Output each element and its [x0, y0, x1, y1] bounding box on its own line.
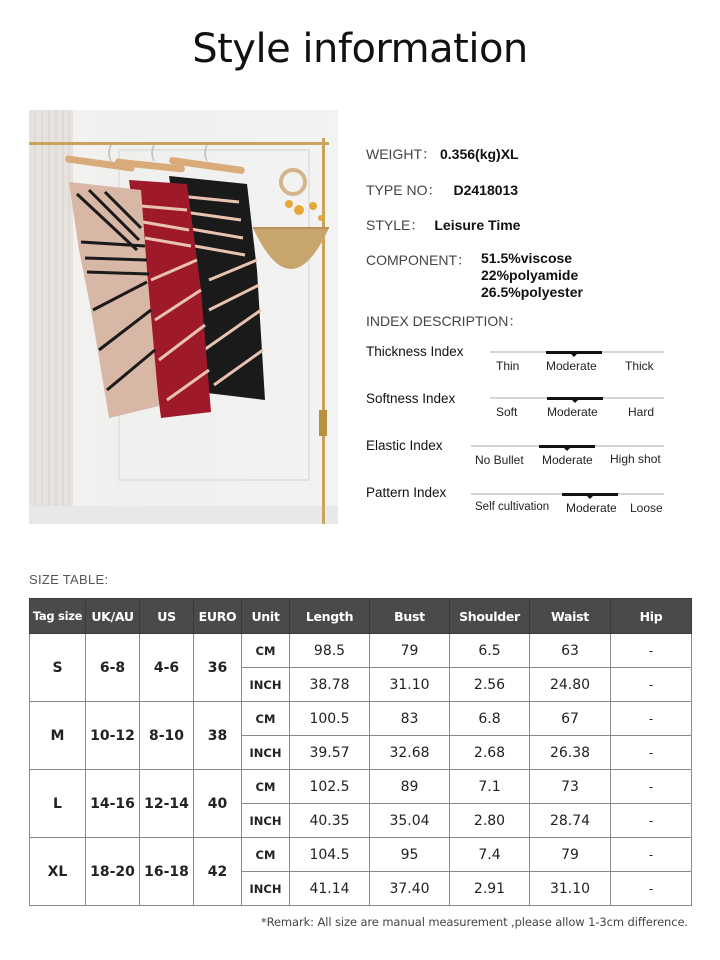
elastic-tick-mid: Moderate: [542, 453, 593, 467]
euro-cell: 36: [194, 634, 242, 702]
waist-cell: 63: [530, 634, 611, 668]
style-row: [366, 215, 520, 235]
shoulder-cell: 2.56: [450, 668, 530, 702]
waist-cell: 79: [530, 838, 611, 872]
table-row: [30, 838, 692, 872]
thickness-index-label: Thickness Index: [366, 344, 464, 359]
tag-size-cell: M: [30, 702, 86, 770]
weight-value: 0.356(kg)XL: [440, 146, 519, 162]
header-uk-au: UK/AU: [86, 599, 140, 634]
uk-au-cell: 14-16: [86, 770, 140, 838]
hip-cell: -: [611, 804, 692, 838]
type-no-row: [366, 180, 518, 200]
size-table: [29, 598, 692, 906]
euro-cell: 42: [194, 838, 242, 906]
shoulder-cell: 6.8: [450, 702, 530, 736]
bust-cell: 35.04: [370, 804, 450, 838]
header-waist: Waist: [530, 599, 611, 634]
waist-cell: 31.10: [530, 872, 611, 906]
header-bust: Bust: [370, 599, 450, 634]
tag-size-cell: S: [30, 634, 86, 702]
unit-cell: INCH: [242, 736, 290, 770]
length-cell: 40.35: [290, 804, 370, 838]
component-label: COMPONENT：: [366, 252, 471, 268]
shoulder-cell: 2.80: [450, 804, 530, 838]
component-value: 51.5%viscose: [481, 250, 573, 266]
softness-index-track: [490, 397, 664, 399]
unit-cell: INCH: [242, 872, 290, 906]
bust-cell: 89: [370, 770, 450, 804]
softness-index-label: Softness Index: [366, 391, 456, 406]
waist-cell: 24.80: [530, 668, 611, 702]
elastic-tick-high: High shot: [610, 452, 661, 466]
header-euro: EURO: [194, 599, 242, 634]
hip-cell: -: [611, 770, 692, 804]
header-unit: Unit: [242, 599, 290, 634]
us-cell: 12-14: [140, 770, 194, 838]
unit-cell: CM: [242, 770, 290, 804]
hip-cell: -: [611, 872, 692, 906]
waist-cell: 28.74: [530, 804, 611, 838]
component-values: [481, 250, 583, 301]
style-label: STYLE：: [366, 217, 425, 233]
hip-cell: -: [611, 838, 692, 872]
hip-cell: -: [611, 702, 692, 736]
length-cell: 100.5: [290, 702, 370, 736]
length-cell: 39.57: [290, 736, 370, 770]
pattern-index-track: [471, 493, 664, 495]
bust-cell: 31.10: [370, 668, 450, 702]
waist-cell: 73: [530, 770, 611, 804]
length-cell: 104.5: [290, 838, 370, 872]
softness-tick-mid: Moderate: [547, 405, 598, 419]
elastic-index-track: [471, 445, 664, 447]
thickness-tick-high: Thick: [625, 359, 654, 373]
euro-cell: 38: [194, 702, 242, 770]
size-table-header: [30, 599, 692, 634]
pattern-index-marker: [562, 493, 618, 496]
header-us: US: [140, 599, 194, 634]
unit-cell: INCH: [242, 804, 290, 838]
component-row: [366, 250, 471, 270]
uk-au-cell: 18-20: [86, 838, 140, 906]
table-row: [30, 702, 692, 736]
shoulder-cell: 2.68: [450, 736, 530, 770]
pattern-tick-mid: Moderate: [566, 501, 617, 515]
page-title: Style information: [192, 26, 528, 72]
weight-label: WEIGHT：: [366, 146, 436, 162]
length-cell: 38.78: [290, 668, 370, 702]
euro-cell: 40: [194, 770, 242, 838]
pattern-index-label: Pattern Index: [366, 485, 447, 500]
thickness-index-marker: [546, 351, 602, 354]
softness-index-marker: [547, 397, 603, 400]
measurement-remark: *Remark: All size are manual measurement ,please allow 1-3cm difference.: [260, 915, 688, 929]
thickness-tick-low: Thin: [496, 359, 520, 373]
us-cell: 16-18: [140, 838, 194, 906]
bust-cell: 32.68: [370, 736, 450, 770]
hip-cell: -: [611, 634, 692, 668]
header-tag-size: Tag size: [30, 599, 86, 634]
pattern-tick-high: Loose: [630, 501, 663, 515]
tag-size-cell: XL: [30, 838, 86, 906]
softness-tick-low: Soft: [496, 405, 518, 419]
length-cell: 98.5: [290, 634, 370, 668]
component-value: 26.5%polyester: [481, 284, 583, 300]
thickness-index-track: [490, 351, 664, 353]
unit-cell: CM: [242, 634, 290, 668]
length-cell: 102.5: [290, 770, 370, 804]
type-no-value: D2418013: [453, 182, 519, 198]
us-cell: 8-10: [140, 702, 194, 770]
length-cell: 41.14: [290, 872, 370, 906]
product-photo: [29, 110, 338, 524]
unit-cell: INCH: [242, 668, 290, 702]
shoulder-cell: 2.91: [450, 872, 530, 906]
uk-au-cell: 10-12: [86, 702, 140, 770]
component-value: 22%polyamide: [481, 267, 579, 283]
table-row: [30, 770, 692, 804]
header-length: Length: [290, 599, 370, 634]
shoulder-cell: 6.5: [450, 634, 530, 668]
elastic-tick-low: No Bullet: [475, 453, 524, 467]
size-table-caption: SIZE TABLE:: [29, 572, 109, 587]
unit-cell: CM: [242, 838, 290, 872]
shoulder-cell: 7.1: [450, 770, 530, 804]
bust-cell: 37.40: [370, 872, 450, 906]
elastic-index-marker: [539, 445, 595, 448]
bust-cell: 79: [370, 634, 450, 668]
thickness-tick-mid: Moderate: [546, 359, 597, 373]
header-shoulder: Shoulder: [450, 599, 530, 634]
shoulder-cell: 7.4: [450, 838, 530, 872]
uk-au-cell: 6-8: [86, 634, 140, 702]
header-hip: Hip: [611, 599, 692, 634]
weight-row: [366, 144, 519, 164]
hip-cell: -: [611, 668, 692, 702]
tag-size-cell: L: [30, 770, 86, 838]
hip-cell: -: [611, 736, 692, 770]
bust-cell: 95: [370, 838, 450, 872]
waist-cell: 67: [530, 702, 611, 736]
us-cell: 4-6: [140, 634, 194, 702]
waist-cell: 26.38: [530, 736, 611, 770]
type-no-label: TYPE NO：: [366, 182, 442, 198]
elastic-index-label: Elastic Index: [366, 438, 443, 453]
dresses-on-rack-illustration: [29, 110, 338, 524]
bust-cell: 83: [370, 702, 450, 736]
unit-cell: CM: [242, 702, 290, 736]
softness-tick-high: Hard: [628, 405, 655, 419]
index-description-label: INDEX DESCRIPTION：: [366, 313, 523, 329]
pattern-tick-low: Self cultivation: [475, 501, 550, 513]
table-row: [30, 634, 692, 668]
style-value: Leisure Time: [434, 217, 521, 233]
